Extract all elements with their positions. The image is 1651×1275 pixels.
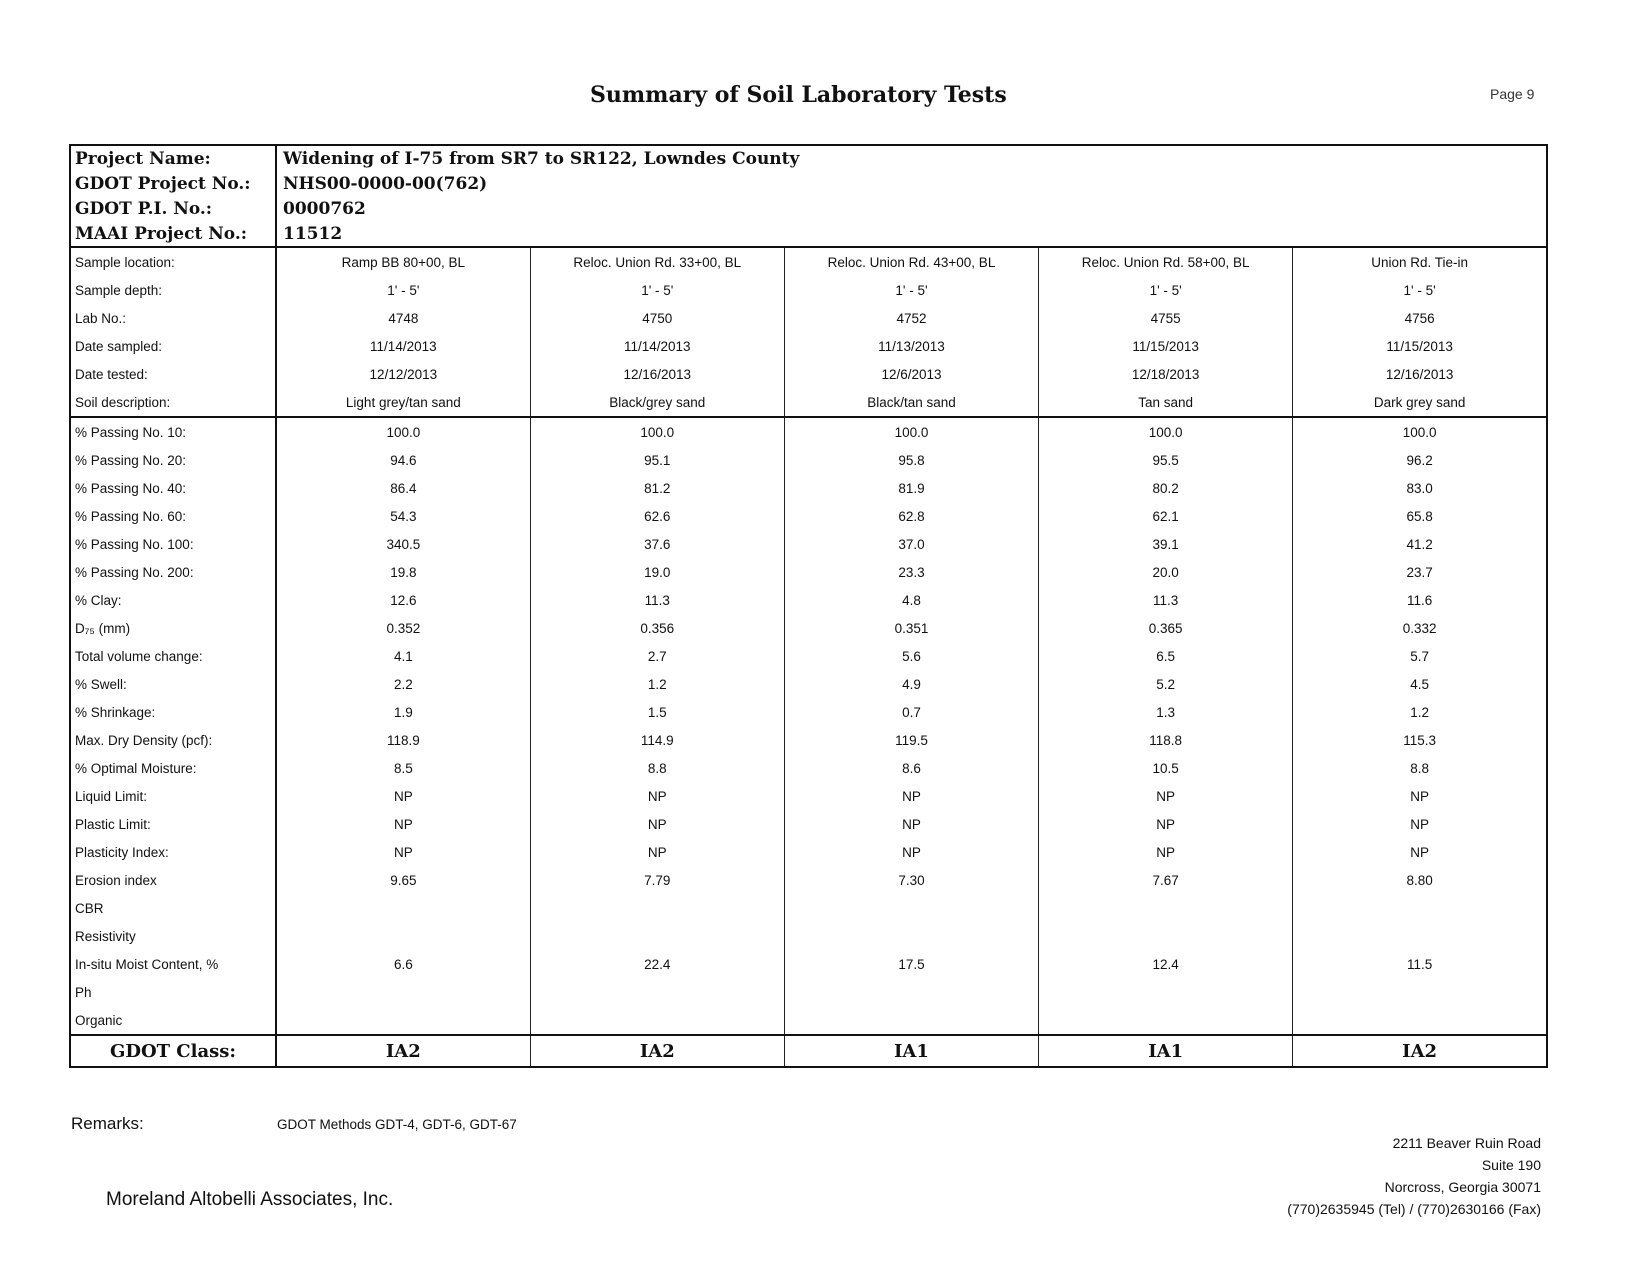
sample-3-value: 95.8 — [784, 446, 1038, 474]
sample-1-value: NP — [276, 838, 530, 866]
gdot-pi-no-row — [70, 196, 1547, 221]
sample-4-value — [1039, 978, 1293, 1006]
row-label: Organic — [70, 1006, 276, 1035]
sample-4-value: 1' - 5' — [1039, 276, 1293, 304]
sample-3-value: 4752 — [784, 304, 1038, 332]
sample-4-value: 118.8 — [1039, 726, 1293, 754]
sample-3-value: 4.8 — [784, 586, 1038, 614]
sample-3-value: 5.6 — [784, 642, 1038, 670]
row-label: % Shrinkage: — [70, 698, 276, 726]
sample-1-value: 8.5 — [276, 754, 530, 782]
sample-4-value: 95.5 — [1039, 446, 1293, 474]
row-label: Date tested: — [70, 360, 276, 388]
sample-1-value: 11/14/2013 — [276, 332, 530, 360]
sample-4-value: 1.3 — [1039, 698, 1293, 726]
sample-1-value: 4748 — [276, 304, 530, 332]
gdot-project-no-value: NHS00-0000-00(762) — [283, 173, 488, 194]
sample-4-value: NP — [1039, 838, 1293, 866]
sample-info-row — [70, 388, 1547, 417]
sample-2-value — [530, 978, 784, 1006]
sample-5-value: 1.2 — [1410, 704, 1430, 720]
sample-5-value: 4.5 — [1410, 676, 1430, 692]
sample-3-value: 23.3 — [784, 558, 1038, 586]
sample-1-value: 12.6 — [276, 586, 530, 614]
sample-4-value: Tan sand — [1039, 388, 1293, 417]
sample-4-value: IA1 — [1039, 1035, 1293, 1067]
sample-5-value: 100.0 — [1293, 417, 1547, 446]
test-result-row — [70, 866, 1547, 894]
sample-5-value: 96.2 — [1406, 452, 1433, 468]
sample-2-value: 0.356 — [530, 614, 784, 642]
company-name: Moreland Altobelli Associates, Inc. — [106, 1189, 394, 1210]
row-label: Date sampled: — [70, 332, 276, 360]
sample-1-value: 1' - 5' — [276, 276, 530, 304]
row-label: % Passing No. 40: — [70, 474, 276, 502]
test-result-row — [70, 474, 1547, 502]
sample-5-value: 65.8 — [1406, 508, 1433, 524]
company-address — [1287, 1132, 1541, 1220]
address-line: 2211 Beaver Ruin Road — [1392, 1135, 1541, 1151]
sample-4-value: 62.1 — [1039, 502, 1293, 530]
sample-5-value: 11.5 — [1406, 956, 1433, 972]
project-info-table — [69, 144, 1548, 246]
row-label: Soil description: — [70, 388, 276, 417]
sample-2-value: 1' - 5' — [530, 276, 784, 304]
sample-3-value — [784, 978, 1038, 1006]
sample-3-value: 37.0 — [784, 530, 1038, 558]
sample-1-value: 54.3 — [276, 502, 530, 530]
sample-2-value: 37.6 — [530, 530, 784, 558]
test-result-row — [70, 978, 1547, 1006]
row-label: % Passing No. 20: — [70, 446, 276, 474]
row-label: Ph — [70, 978, 276, 1006]
row-label: Erosion index — [70, 866, 276, 894]
sample-5-value: 11/15/2013 — [1386, 338, 1453, 354]
sample-3-value: 8.6 — [784, 754, 1038, 782]
test-result-row — [70, 1006, 1547, 1035]
sample-5-value: 8.8 — [1410, 760, 1430, 776]
row-label: CBR — [70, 894, 276, 922]
sample-1-value: 94.6 — [276, 446, 530, 474]
sample-2-value: 8.8 — [530, 754, 784, 782]
sample-3-value: Black/tan sand — [784, 388, 1038, 417]
sample-3-value: 12/6/2013 — [784, 360, 1038, 388]
sample-5-value — [1293, 922, 1547, 950]
sample-1-value: 118.9 — [276, 726, 530, 754]
row-label: Resistivity — [70, 922, 276, 950]
sample-1-value: 0.352 — [276, 614, 530, 642]
sample-5-value: 4756 — [1404, 310, 1435, 326]
sample-2-value: NP — [530, 838, 784, 866]
gdot-pi-no-value: 0000762 — [283, 198, 366, 219]
sample-1-value: 6.6 — [276, 950, 530, 978]
project-name-row — [70, 145, 1547, 171]
test-result-row — [70, 417, 1547, 446]
sample-2-value — [530, 922, 784, 950]
row-label: D₇₅ (mm) — [70, 614, 276, 642]
sample-1-value: 340.5 — [276, 530, 530, 558]
sample-3-value — [784, 1006, 1038, 1035]
sample-1-value: IA2 — [276, 1035, 530, 1067]
sample-5-value: 8.80 — [1406, 872, 1433, 888]
sample-2-value: 95.1 — [530, 446, 784, 474]
test-result-row — [70, 950, 1547, 978]
sample-2-value: 7.79 — [530, 866, 784, 894]
sample-1-value: 1.9 — [276, 698, 530, 726]
sample-3-value: 1' - 5' — [784, 276, 1038, 304]
row-label: % Passing No. 10: — [70, 417, 276, 446]
test-result-row — [70, 558, 1547, 586]
page-number: Page 9 — [1490, 86, 1535, 102]
sample-4-value: 11.3 — [1039, 586, 1293, 614]
sample-4-value: 5.2 — [1039, 670, 1293, 698]
sample-2-value: 62.6 — [530, 502, 784, 530]
sample-2-value: 2.7 — [530, 642, 784, 670]
gdot-pi-no-label: GDOT P.I. No.: — [70, 196, 276, 221]
sample-2-value: 1.5 — [530, 698, 784, 726]
sample-4-value: NP — [1039, 810, 1293, 838]
sample-2-value — [530, 894, 784, 922]
sample-2-value: NP — [530, 782, 784, 810]
sample-3-value: 4.9 — [784, 670, 1038, 698]
sample-2-value: 19.0 — [530, 558, 784, 586]
sample-5-value: 5.7 — [1410, 648, 1430, 664]
sample-4-value — [1039, 922, 1293, 950]
test-result-row — [70, 754, 1547, 782]
maai-project-no-value: 11512 — [283, 223, 343, 244]
sample-5-value: 0.332 — [1402, 620, 1437, 636]
sample-2-value: 81.2 — [530, 474, 784, 502]
sample-3-value: 81.9 — [784, 474, 1038, 502]
row-label: Total volume change: — [70, 642, 276, 670]
sample-1-value: 12/12/2013 — [276, 360, 530, 388]
test-result-row — [70, 922, 1547, 950]
test-result-row — [70, 810, 1547, 838]
sample-3-value: NP — [784, 782, 1038, 810]
sample-4-value: NP — [1039, 782, 1293, 810]
row-label: % Optimal Moisture: — [70, 754, 276, 782]
row-label: Max. Dry Density (pcf): — [70, 726, 276, 754]
sample-5-value: Union Rd. Tie-in — [1293, 247, 1547, 276]
remarks-label: Remarks: — [71, 1114, 144, 1133]
sample-1-value — [276, 978, 530, 1006]
sample-info-row — [70, 247, 1547, 276]
test-result-row — [70, 838, 1547, 866]
sample-2-value: 11/14/2013 — [530, 332, 784, 360]
maai-project-no-label: MAAI Project No.: — [70, 221, 276, 246]
sample-1-value: 86.4 — [276, 474, 530, 502]
sample-4-value: 80.2 — [1039, 474, 1293, 502]
sample-2-value: 11.3 — [530, 586, 784, 614]
sample-3-value: NP — [784, 838, 1038, 866]
sample-5-value: NP — [1410, 788, 1429, 804]
sample-4-value: 100.0 — [1039, 417, 1293, 446]
row-label: % Passing No. 60: — [70, 502, 276, 530]
sample-5-value: 83.0 — [1406, 480, 1433, 496]
test-result-row — [70, 782, 1547, 810]
sample-2-value: 114.9 — [530, 726, 784, 754]
sample-2-value: 100.0 — [530, 417, 784, 446]
sample-info-row — [70, 332, 1547, 360]
test-result-row — [70, 502, 1547, 530]
test-result-row — [70, 642, 1547, 670]
test-result-row — [70, 614, 1547, 642]
sample-4-value — [1039, 1006, 1293, 1035]
sample-2-value: 1.2 — [530, 670, 784, 698]
project-name-value: Widening of I-75 from SR7 to SR122, Lowndes County — [283, 148, 800, 169]
sample-5-value: 115.3 — [1403, 732, 1437, 748]
sample-2-value: 22.4 — [530, 950, 784, 978]
address-line: Suite 190 — [1481, 1157, 1541, 1173]
sample-1-value — [276, 922, 530, 950]
row-label: In-situ Moist Content, % — [70, 950, 276, 978]
sample-3-value: 7.30 — [784, 866, 1038, 894]
sample-info-row — [70, 276, 1547, 304]
sample-3-value: 11/13/2013 — [784, 332, 1038, 360]
address-line: (770)2635945 (Tel) / (770)2630166 (Fax) — [1287, 1201, 1541, 1217]
sample-1-value: NP — [276, 810, 530, 838]
sample-1-value — [276, 894, 530, 922]
sample-4-value: 11/15/2013 — [1039, 332, 1293, 360]
gdot-project-no-label: GDOT Project No.: — [70, 171, 276, 196]
sample-3-value: 17.5 — [784, 950, 1038, 978]
row-label: % Clay: — [70, 586, 276, 614]
soil-results-table — [69, 246, 1548, 1068]
maai-project-no-row — [70, 221, 1547, 246]
sample-3-value: 119.5 — [784, 726, 1038, 754]
row-label: Plasticity Index: — [70, 838, 276, 866]
test-result-row — [70, 530, 1547, 558]
sample-5-value — [1293, 978, 1547, 1006]
sample-2-value: IA2 — [530, 1035, 784, 1067]
sample-3-value: IA1 — [784, 1035, 1038, 1067]
sample-1-value: 100.0 — [276, 417, 530, 446]
sample-5-value: 41.2 — [1406, 536, 1433, 552]
row-label: Liquid Limit: — [70, 782, 276, 810]
row-label: % Passing No. 200: — [70, 558, 276, 586]
page-title: Summary of Soil Laboratory Tests — [590, 82, 1007, 108]
sample-3-value — [784, 922, 1038, 950]
sample-4-value: 6.5 — [1039, 642, 1293, 670]
test-result-row — [70, 726, 1547, 754]
sample-4-value: 10.5 — [1039, 754, 1293, 782]
sample-1-value: Ramp BB 80+00, BL — [276, 247, 530, 276]
row-label: GDOT Class: — [70, 1035, 276, 1067]
sample-5-value: NP — [1410, 844, 1429, 860]
sample-3-value: Reloc. Union Rd. 43+00, BL — [784, 247, 1038, 276]
sample-info-row — [70, 360, 1547, 388]
sample-3-value: 0.7 — [784, 698, 1038, 726]
sample-1-value: Light grey/tan sand — [276, 388, 530, 417]
sample-5-value: NP — [1410, 816, 1429, 832]
sample-2-value: 12/16/2013 — [530, 360, 784, 388]
sample-5-value: 12/16/2013 — [1385, 366, 1454, 382]
sample-4-value: 4755 — [1039, 304, 1293, 332]
test-result-row — [70, 446, 1547, 474]
sample-1-value: 19.8 — [276, 558, 530, 586]
remarks-text: GDOT Methods GDT-4, GDT-6, GDT-67 — [277, 1117, 517, 1132]
address-line: Norcross, Georgia 30071 — [1384, 1179, 1541, 1195]
sample-3-value: NP — [784, 810, 1038, 838]
sample-1-value: 4.1 — [276, 642, 530, 670]
sample-1-value: 9.65 — [276, 866, 530, 894]
test-result-row — [70, 670, 1547, 698]
sample-5-value: 11.6 — [1406, 592, 1433, 608]
row-label: Sample depth: — [70, 276, 276, 304]
sample-4-value: 20.0 — [1039, 558, 1293, 586]
sample-3-value: 100.0 — [784, 417, 1038, 446]
sample-4-value: 12/18/2013 — [1039, 360, 1293, 388]
sample-3-value — [784, 894, 1038, 922]
sample-2-value — [530, 1006, 784, 1035]
gdot-project-no-row — [70, 171, 1547, 196]
sample-1-value: NP — [276, 782, 530, 810]
test-result-row — [70, 894, 1547, 922]
soil-test-sheet — [69, 144, 1548, 1068]
sample-5-value — [1293, 894, 1547, 922]
sample-5-value: 23.7 — [1406, 564, 1433, 580]
row-label: Plastic Limit: — [70, 810, 276, 838]
sample-2-value: NP — [530, 810, 784, 838]
sample-3-value: 0.351 — [784, 614, 1038, 642]
sample-1-value — [276, 1006, 530, 1035]
sample-4-value: Reloc. Union Rd. 58+00, BL — [1039, 247, 1293, 276]
test-result-row — [70, 586, 1547, 614]
sample-3-value: 62.8 — [784, 502, 1038, 530]
sample-2-value: 4750 — [530, 304, 784, 332]
sample-4-value: 0.365 — [1039, 614, 1293, 642]
sample-4-value: 39.1 — [1039, 530, 1293, 558]
test-result-row — [70, 698, 1547, 726]
row-label: Sample location: — [70, 247, 276, 276]
project-name-label: Project Name: — [70, 145, 276, 171]
row-label: % Swell: — [70, 670, 276, 698]
sample-4-value: 7.67 — [1039, 866, 1293, 894]
sample-2-value: Reloc. Union Rd. 33+00, BL — [530, 247, 784, 276]
row-label: % Passing No. 100: — [70, 530, 276, 558]
sample-5-value: 1' - 5' — [1403, 282, 1436, 298]
gdot-class-row — [70, 1035, 1547, 1067]
row-label: Lab No.: — [70, 304, 276, 332]
sample-4-value — [1039, 894, 1293, 922]
sample-4-value: 12.4 — [1039, 950, 1293, 978]
sample-5-value: Dark grey sand — [1373, 394, 1466, 410]
sample-info-row — [70, 304, 1547, 332]
sample-1-value: 2.2 — [276, 670, 530, 698]
results-body — [70, 247, 1547, 1067]
sample-5-value: IA2 — [1293, 1035, 1547, 1067]
sample-5-value — [1293, 1006, 1547, 1035]
sample-2-value: Black/grey sand — [530, 388, 784, 417]
